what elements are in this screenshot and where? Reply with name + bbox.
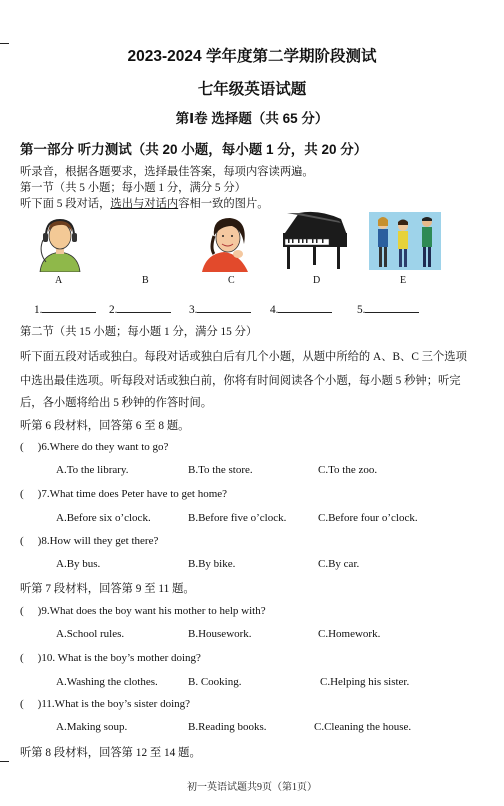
- q7-option-a: A.Before six o’clock.: [56, 512, 151, 524]
- section1-prompt-part-a: 听下面 5 段对话，: [20, 198, 111, 210]
- answer-paren-open[interactable]: (: [20, 652, 24, 664]
- picture-a-boy-headphones: [34, 212, 86, 272]
- question-text: 8.How will they get there?: [41, 535, 159, 547]
- q8-option-b: B.By bike.: [188, 558, 236, 570]
- answer-paren-close[interactable]: ): [37, 441, 42, 453]
- answer-paren-open[interactable]: (: [20, 698, 24, 710]
- question-text: 6.Where do they want to go?: [41, 441, 169, 453]
- q7-option-b: B.Before five o’clock.: [188, 512, 287, 524]
- volume-heading: 第Ⅰ卷 选择题（共 65 分）: [175, 111, 329, 126]
- page-footer: 初一英语试题共9页（第1页）: [187, 782, 317, 793]
- answer-blank-4[interactable]: [270, 301, 332, 316]
- answer-blank-5[interactable]: [357, 301, 419, 316]
- question-10: [20, 652, 201, 664]
- answer-paren-close[interactable]: ): [37, 652, 42, 664]
- margin-mark-bottom: [0, 761, 9, 762]
- q11-option-a: A.Making soup.: [56, 721, 128, 733]
- q6-option-b: B.To the store.: [188, 464, 253, 476]
- answer-paren-open[interactable]: (: [20, 488, 24, 500]
- answer-blank-number: 3.: [189, 304, 198, 316]
- section2-instruction-line3: 后，各小题将给出 5 秒钟的作答时间。: [20, 397, 213, 409]
- answer-blank-line: [365, 301, 419, 313]
- answer-blank-line: [278, 301, 332, 313]
- picture-label-e: E: [400, 275, 407, 286]
- question-9: [20, 605, 266, 617]
- q11-option-c: C.Cleaning the house.: [314, 721, 412, 733]
- answer-paren-open[interactable]: (: [20, 535, 24, 547]
- q6-option-c: C.To the zoo.: [318, 464, 378, 476]
- section1-prompt: [20, 195, 269, 211]
- answer-blank-number: 5.: [357, 304, 366, 316]
- section1-prompt-part-b: 选出与对话内: [110, 198, 179, 210]
- answer-blank-number: 1.: [34, 304, 43, 316]
- part1-heading: 第一部分 听力测试（共 20 小题，每小题 1 分，共 20 分）: [20, 142, 368, 157]
- q9-option-a: A.School rules.: [56, 628, 125, 640]
- question-text: 7.What time does Peter have to get home?: [41, 488, 228, 500]
- q11-option-b: B.Reading books.: [188, 721, 267, 733]
- answer-paren-close[interactable]: ): [37, 488, 42, 500]
- q10-option-c: C.Helping his sister.: [320, 676, 410, 688]
- answer-paren-close[interactable]: ): [37, 535, 42, 547]
- question-text: 11.What is the boy’s sister doing?: [41, 698, 191, 710]
- q9-option-b: B.Housework.: [188, 628, 252, 640]
- picture-label-c: C: [228, 275, 235, 286]
- q10-option-b: B. Cooking.: [188, 676, 242, 688]
- section1-heading: 第一节（共 5 小题；每小题 1 分，满分 5 分）: [20, 182, 246, 194]
- question-text: 10. What is the boy’s mother doing?: [41, 652, 201, 664]
- picture-label-b: B: [142, 275, 149, 286]
- q7-option-c: C.Before four o’clock.: [318, 512, 418, 524]
- exam-subtitle: 七年级英语试题: [197, 81, 307, 98]
- material-6-heading: 听第 6 段材料，回答第 6 至 8 题。: [20, 420, 190, 432]
- picture-label-d: D: [313, 275, 321, 286]
- picture-d-piano: [279, 209, 351, 271]
- answer-blank-number: 2.: [109, 304, 118, 316]
- answer-paren-close[interactable]: ): [37, 605, 42, 617]
- question-6: [20, 441, 168, 453]
- q8-option-a: A.By bus.: [56, 558, 101, 570]
- answer-blank-number: 4.: [270, 304, 279, 316]
- material-8-heading: 听第 8 段材料，回答第 12 至 14 题。: [20, 747, 201, 759]
- answer-blank-3[interactable]: [189, 301, 251, 316]
- question-8: [20, 535, 158, 547]
- question-text: 9.What does the boy want his mother to help with?: [41, 605, 266, 617]
- answer-blank-2[interactable]: [109, 301, 171, 316]
- question-11: [20, 698, 190, 710]
- section2-heading: 第二节（共 15 小题；每小题 1 分，满分 15 分）: [20, 326, 258, 338]
- answer-blank-line: [117, 301, 171, 313]
- answer-blank-line: [197, 301, 251, 313]
- picture-label-a: A: [55, 275, 63, 286]
- q8-option-c: C.By car.: [318, 558, 360, 570]
- q10-option-a: A.Washing the clothes.: [56, 676, 158, 688]
- q6-option-a: A.To the library.: [56, 464, 129, 476]
- picture-c-girl: [200, 214, 258, 272]
- question-7: [20, 488, 227, 500]
- answer-paren-open[interactable]: (: [20, 605, 24, 617]
- answer-blank-line: [42, 301, 96, 313]
- part1-instruction: 听录音，根据各题要求，选择最佳答案，每项内容读两遍。: [20, 166, 314, 178]
- section2-instruction-line1: 听下面五段对话或独白。每段对话或独白后有几个小题，从题中所给的 A、B、C 三个选项: [20, 351, 467, 363]
- picture-e-three-people: [369, 212, 441, 270]
- q9-option-c: C.Homework.: [318, 628, 381, 640]
- exam-title: 2023-2024 学年度第二学期阶段测试: [127, 48, 377, 65]
- answer-paren-close[interactable]: ): [37, 698, 42, 710]
- section2-instruction-line2: 中选出最佳选项。听每段对话或独白前，你将有时间阅读各个小题，每小题 5 秒钟；听完: [20, 375, 461, 387]
- answer-blank-1[interactable]: [34, 301, 96, 316]
- section1-prompt-part-c: 容相一致的图片。: [178, 198, 269, 210]
- answer-paren-open[interactable]: (: [20, 441, 24, 453]
- material-7-heading: 听第 7 段材料，回答第 9 至 11 题。: [20, 583, 195, 595]
